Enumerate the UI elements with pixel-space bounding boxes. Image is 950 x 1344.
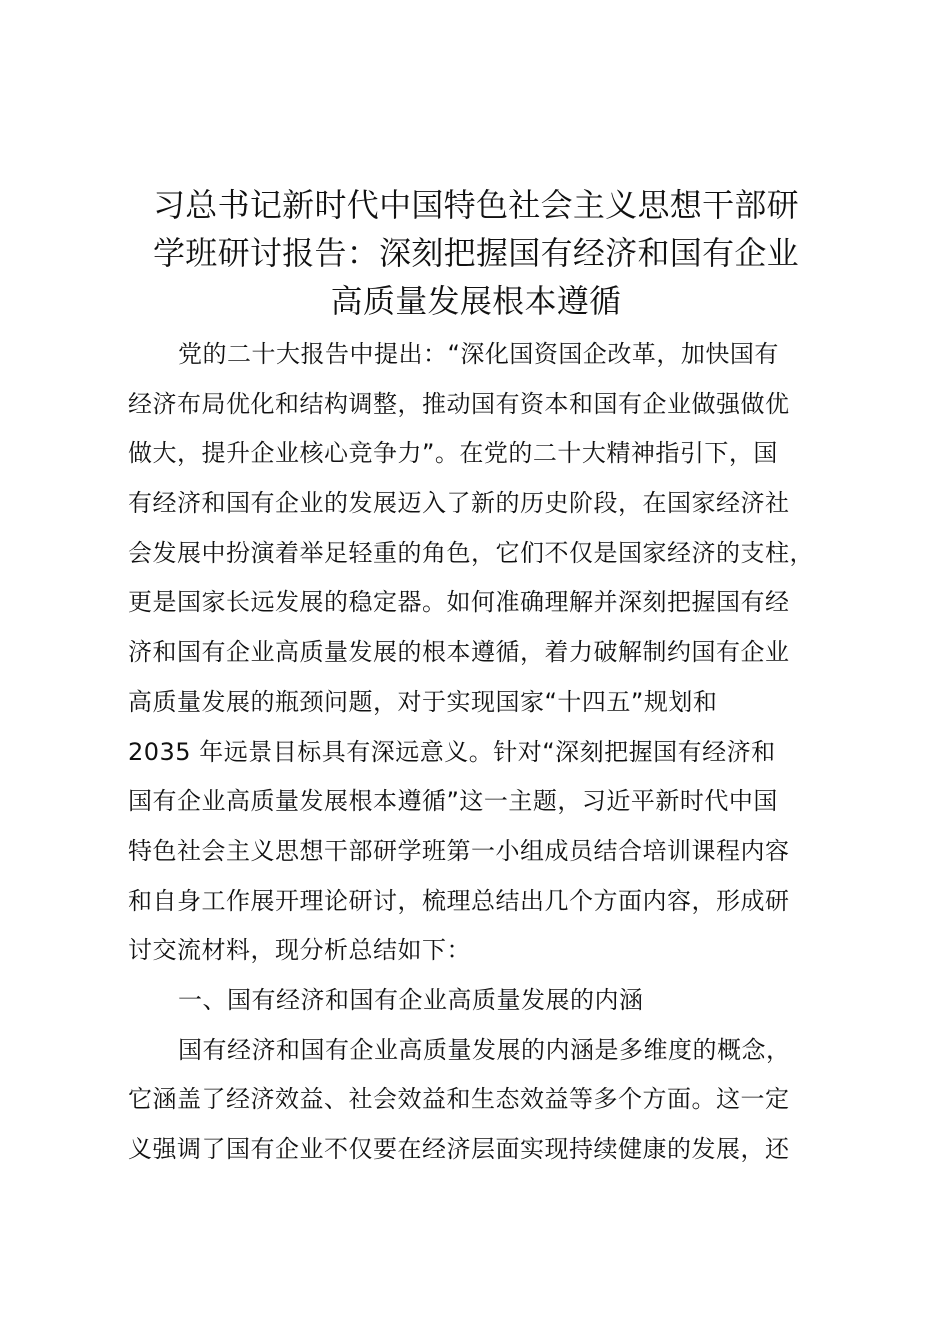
title-line-2: 学班研讨报告：深刻把握国有经济和国有企业 (152, 234, 799, 272)
body-line: 有经济和国有企业的发展迈入了新的历史阶段，在国家经济社 (128, 489, 790, 518)
body-line: 2035 年远景目标具有深远意义。针对“深刻把握国有经济和 (128, 737, 776, 766)
title-line-1: 习总书记新时代中国特色社会主义思想干部研 (152, 186, 799, 224)
body-line: 国有企业高质量发展根本遵循”这一主题，习近平新时代中国 (128, 787, 778, 816)
body-line: 会发展中扮演着举足轻重的角色，它们不仅是国家经济的支柱， (128, 538, 814, 567)
title-line-3: 高质量发展根本遵循 (330, 282, 622, 320)
body-line: 它涵盖了经济效益、社会效益和生态效益等多个方面。这一定 (128, 1085, 790, 1114)
body-line: 高质量发展的瓶颈问题，对于实现国家“十四五”规划和 (128, 687, 718, 716)
body-line: 经济布局优化和结构调整，推动国有资本和国有企业做强做优 (128, 389, 790, 418)
body-line: 义强调了国有企业不仅要在经济层面实现持续健康的发展，还 (128, 1135, 790, 1163)
body-line: 和自身工作展开理论研讨，梳理总结出几个方面内容，形成研 (128, 886, 790, 915)
body-line: 讨交流材料，现分析总结如下： (128, 936, 471, 965)
body-line: 国有经济和国有企业高质量发展的内涵是多维度的概念， (178, 1035, 791, 1064)
body-line: 做大，提升企业核心竞争力”。在党的二十大精神指引下，国 (128, 439, 778, 468)
document-title (118, 181, 834, 325)
section-heading: 一、国有经济和国有企业高质量发展的内涵 (178, 985, 644, 1014)
body-line: 特色社会主义思想干部研学班第一小组成员结合培训课程内容 (128, 836, 790, 865)
document-body (128, 330, 832, 1175)
body-line: 党的二十大报告中提出：“深化国资国企改革，加快国有 (178, 340, 779, 368)
body-line: 更是国家长远发展的稳定器。如何准确理解并深刻把握国有经 (128, 588, 790, 617)
body-line: 济和国有企业高质量发展的根本遵循，着力破解制约国有企业 (128, 638, 790, 667)
